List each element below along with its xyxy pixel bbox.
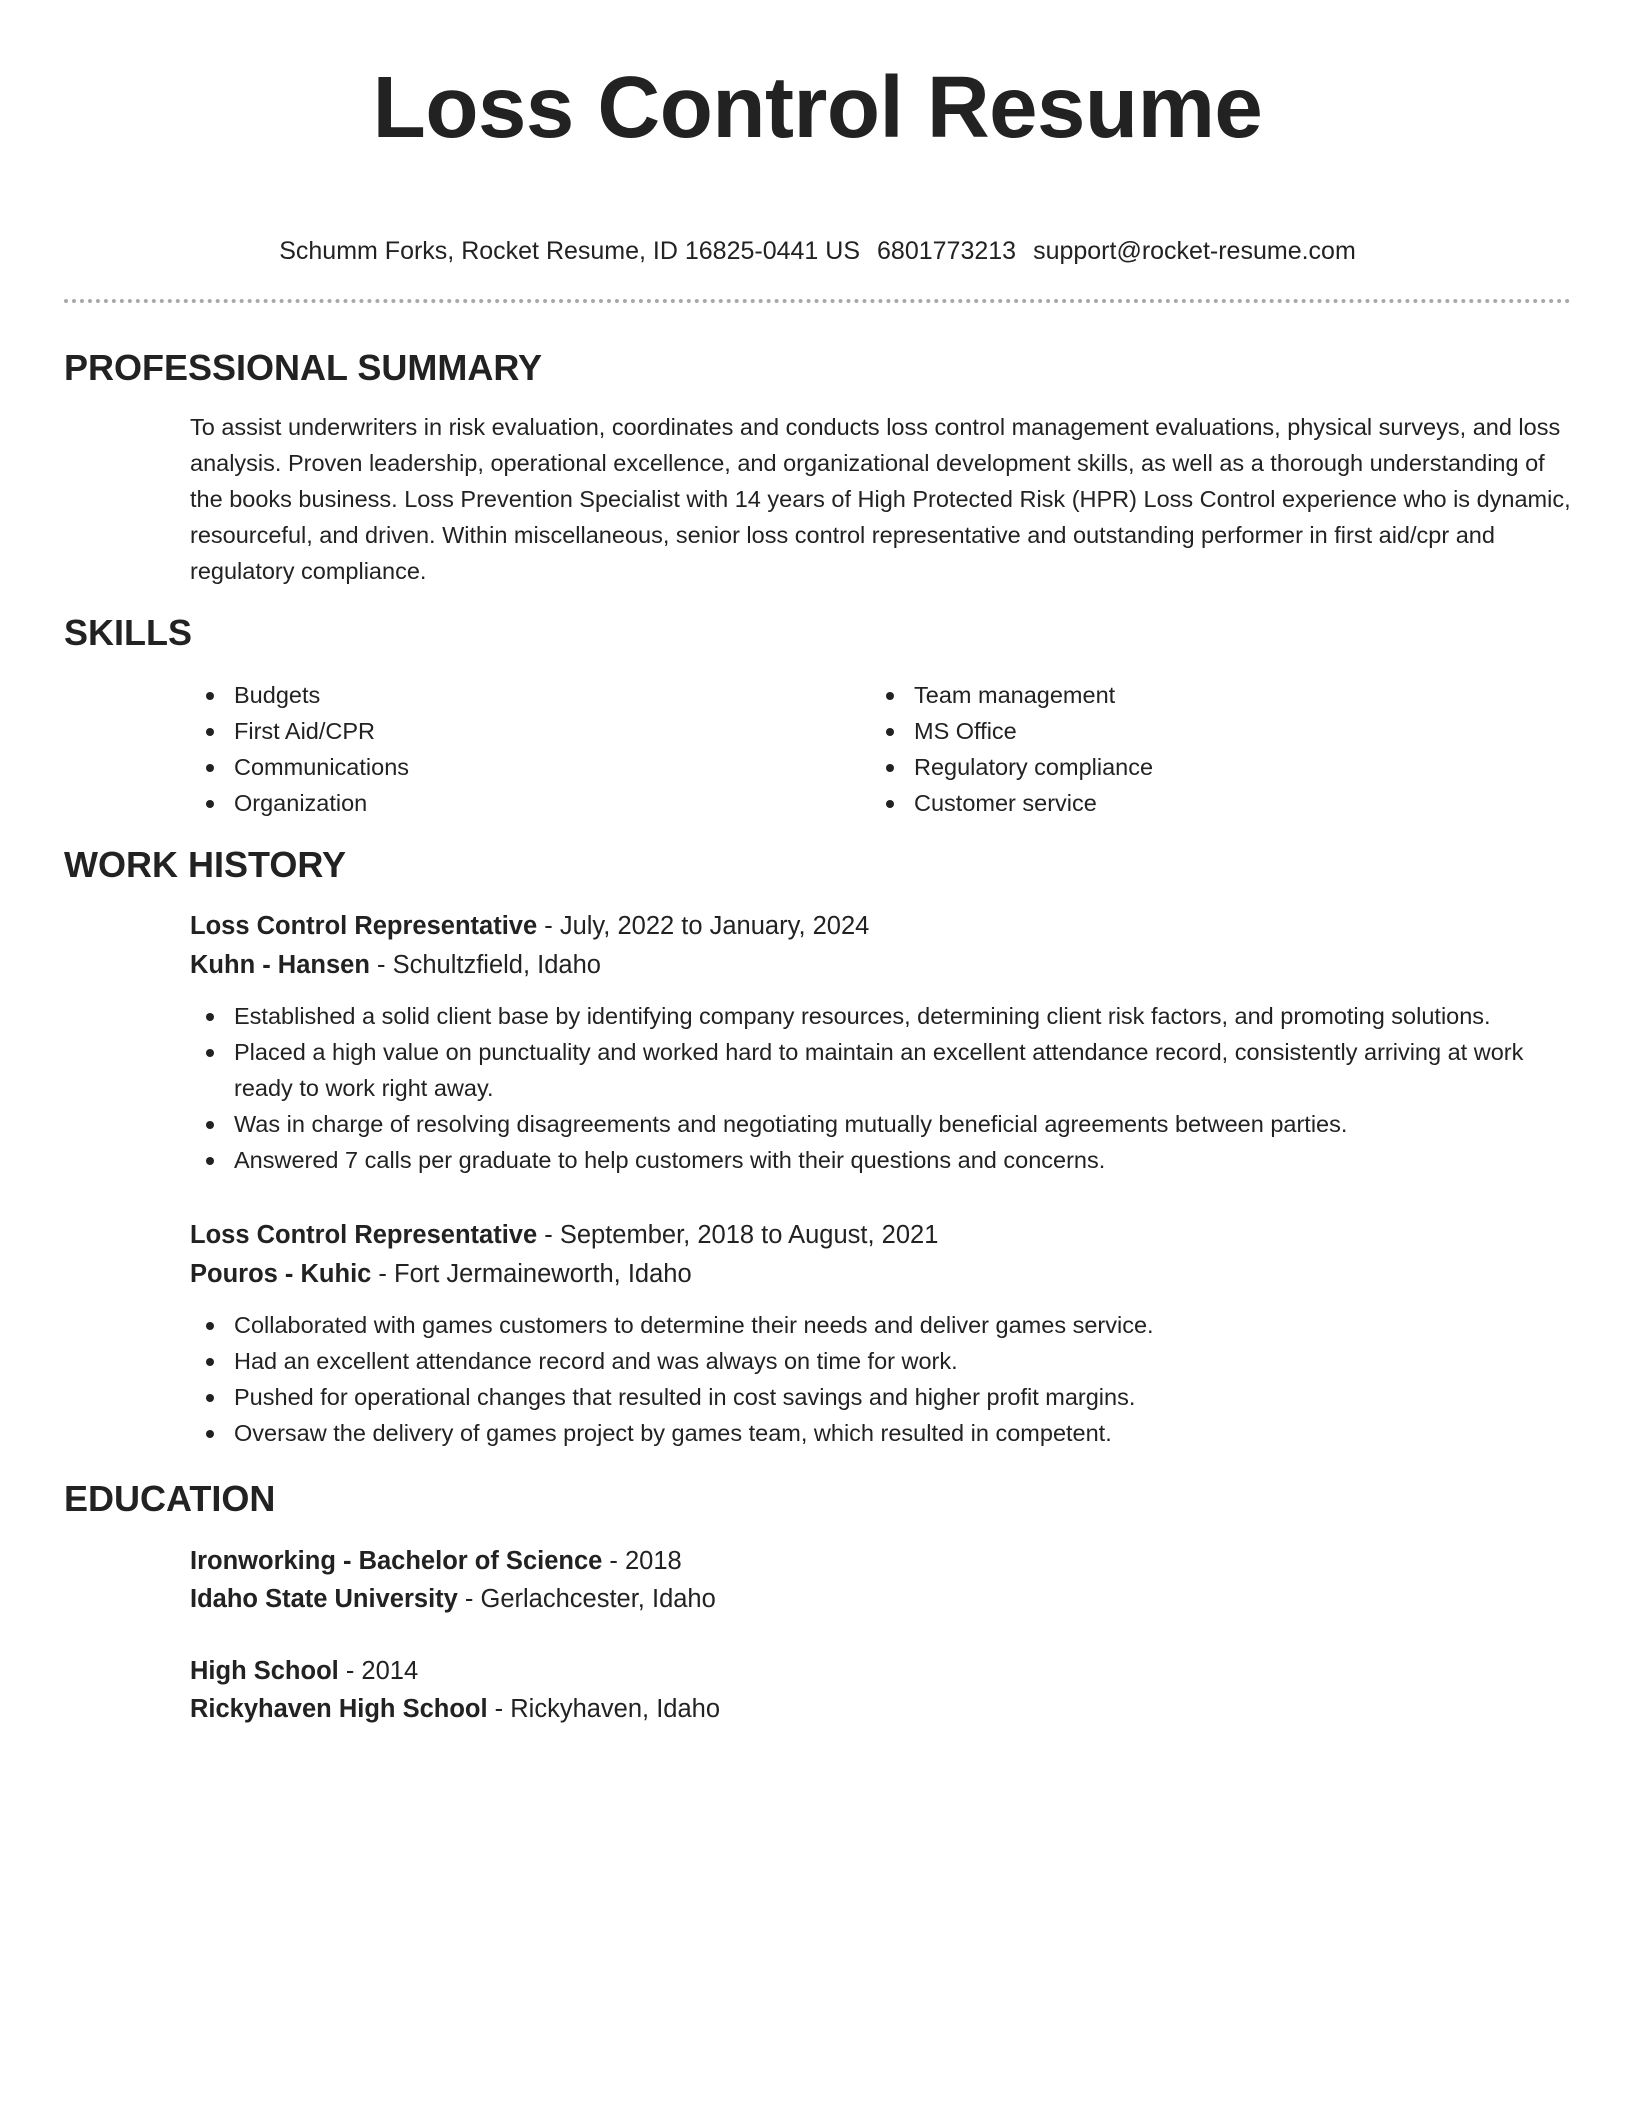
job-company: Kuhn - Hansen: [190, 951, 370, 979]
skills-column-left: [190, 677, 870, 821]
summary-text: To assist underwriters in risk evaluation, coordinates and conducts loss control management evaluations, physical surveys, and loss analysis. Proven leadership, operational excellence, and organizational development skills, as well as a thorough understanding of the books business. Loss Prevention Specialist with 14 years of High Protected Risk (HPR) Loss Control experience who is dynamic, resourceful, and driven. Within miscellaneous, senior loss control representative and outstanding performer in first aid/cpr and regulatory compliance.: [190, 414, 1571, 584]
education-degree: High School: [190, 1657, 339, 1685]
job-title-line: [190, 907, 1571, 946]
education-degree: Ironworking - Bachelor of Science: [190, 1547, 603, 1575]
education-school-line: [190, 1690, 1571, 1728]
job-company-line: [190, 1255, 1571, 1294]
job-bullets: [190, 998, 1571, 1178]
education-school-line: [190, 1580, 1571, 1618]
skill-item: Regulatory compliance: [870, 749, 1550, 785]
header-divider: [64, 299, 1571, 303]
skill-item: MS Office: [870, 713, 1550, 749]
job-bullet: Was in charge of resolving disagreements and negotiating mutually beneficial agreements between parties.: [190, 1106, 1571, 1142]
job-bullet: Pushed for operational changes that resulted in cost savings and higher profit margins.: [190, 1379, 1571, 1415]
education-year: - 2014: [338, 1657, 419, 1685]
education-location: - Gerlachcester, Idaho: [457, 1585, 716, 1613]
education-degree-line: [190, 1652, 1571, 1690]
skills-heading: SKILLS: [64, 612, 193, 653]
resume-title: Loss Control Resume: [372, 59, 1263, 156]
job-bullet: Oversaw the delivery of games project by games team, which resulted in competent.: [190, 1415, 1571, 1451]
education-school: Rickyhaven High School: [190, 1695, 488, 1723]
education-entry: [190, 1652, 1571, 1728]
work-history-heading: WORK HISTORY: [64, 844, 347, 885]
education-heading: EDUCATION: [64, 1478, 276, 1519]
job-bullet: Established a solid client base by identifying company resources, determining client risk factors, and promoting solutions.: [190, 998, 1571, 1034]
job-dates: - July, 2022 to January, 2024: [537, 912, 870, 940]
skill-item: Communications: [190, 749, 870, 785]
job-location: - Schultzfield, Idaho: [369, 951, 601, 979]
skills-list: [190, 677, 1571, 821]
education-location: - Rickyhaven, Idaho: [487, 1695, 721, 1723]
education-school: Idaho State University: [190, 1585, 458, 1613]
job-bullets: [190, 1307, 1571, 1451]
job-title: Loss Control Representative: [190, 912, 538, 940]
resume-page: [64, 0, 1571, 1728]
job-entry: [190, 1216, 1571, 1451]
education-entry: [190, 1542, 1571, 1618]
skill-item: Customer service: [870, 785, 1550, 821]
job-location: - Fort Jermaineworth, Idaho: [371, 1260, 692, 1288]
job-dates: - September, 2018 to August, 2021: [537, 1221, 939, 1249]
job-title: Loss Control Representative: [190, 1221, 538, 1249]
skill-item: Team management: [870, 677, 1550, 713]
skill-item: Organization: [190, 785, 870, 821]
skill-item: First Aid/CPR: [190, 713, 870, 749]
job-bullet: Had an excellent attendance record and was always on time for work.: [190, 1343, 1571, 1379]
job-bullet: Answered 7 calls per graduate to help customers with their questions and concerns.: [190, 1142, 1571, 1178]
job-title-line: [190, 1216, 1571, 1255]
contact-address: Schumm Forks, Rocket Resume, ID 16825-0441 US: [279, 237, 861, 265]
job-bullet: Collaborated with games customers to determine their needs and deliver games service.: [190, 1307, 1571, 1343]
job-entry: [190, 907, 1571, 1178]
contact-line: [64, 236, 1571, 266]
contact-email: support@rocket-resume.com: [1033, 237, 1356, 265]
contact-phone: 6801773213: [877, 237, 1017, 265]
job-company: Pouros - Kuhic: [190, 1260, 372, 1288]
skill-item: Budgets: [190, 677, 870, 713]
summary-heading: PROFESSIONAL SUMMARY: [64, 347, 543, 388]
job-company-line: [190, 946, 1571, 985]
job-bullet: Placed a high value on punctuality and worked hard to maintain an excellent attendance record, consistently arriving at work ready to work right away.: [190, 1034, 1571, 1106]
skills-column-right: [870, 677, 1550, 821]
education-degree-line: [190, 1542, 1571, 1580]
education-year: - 2018: [602, 1547, 682, 1575]
